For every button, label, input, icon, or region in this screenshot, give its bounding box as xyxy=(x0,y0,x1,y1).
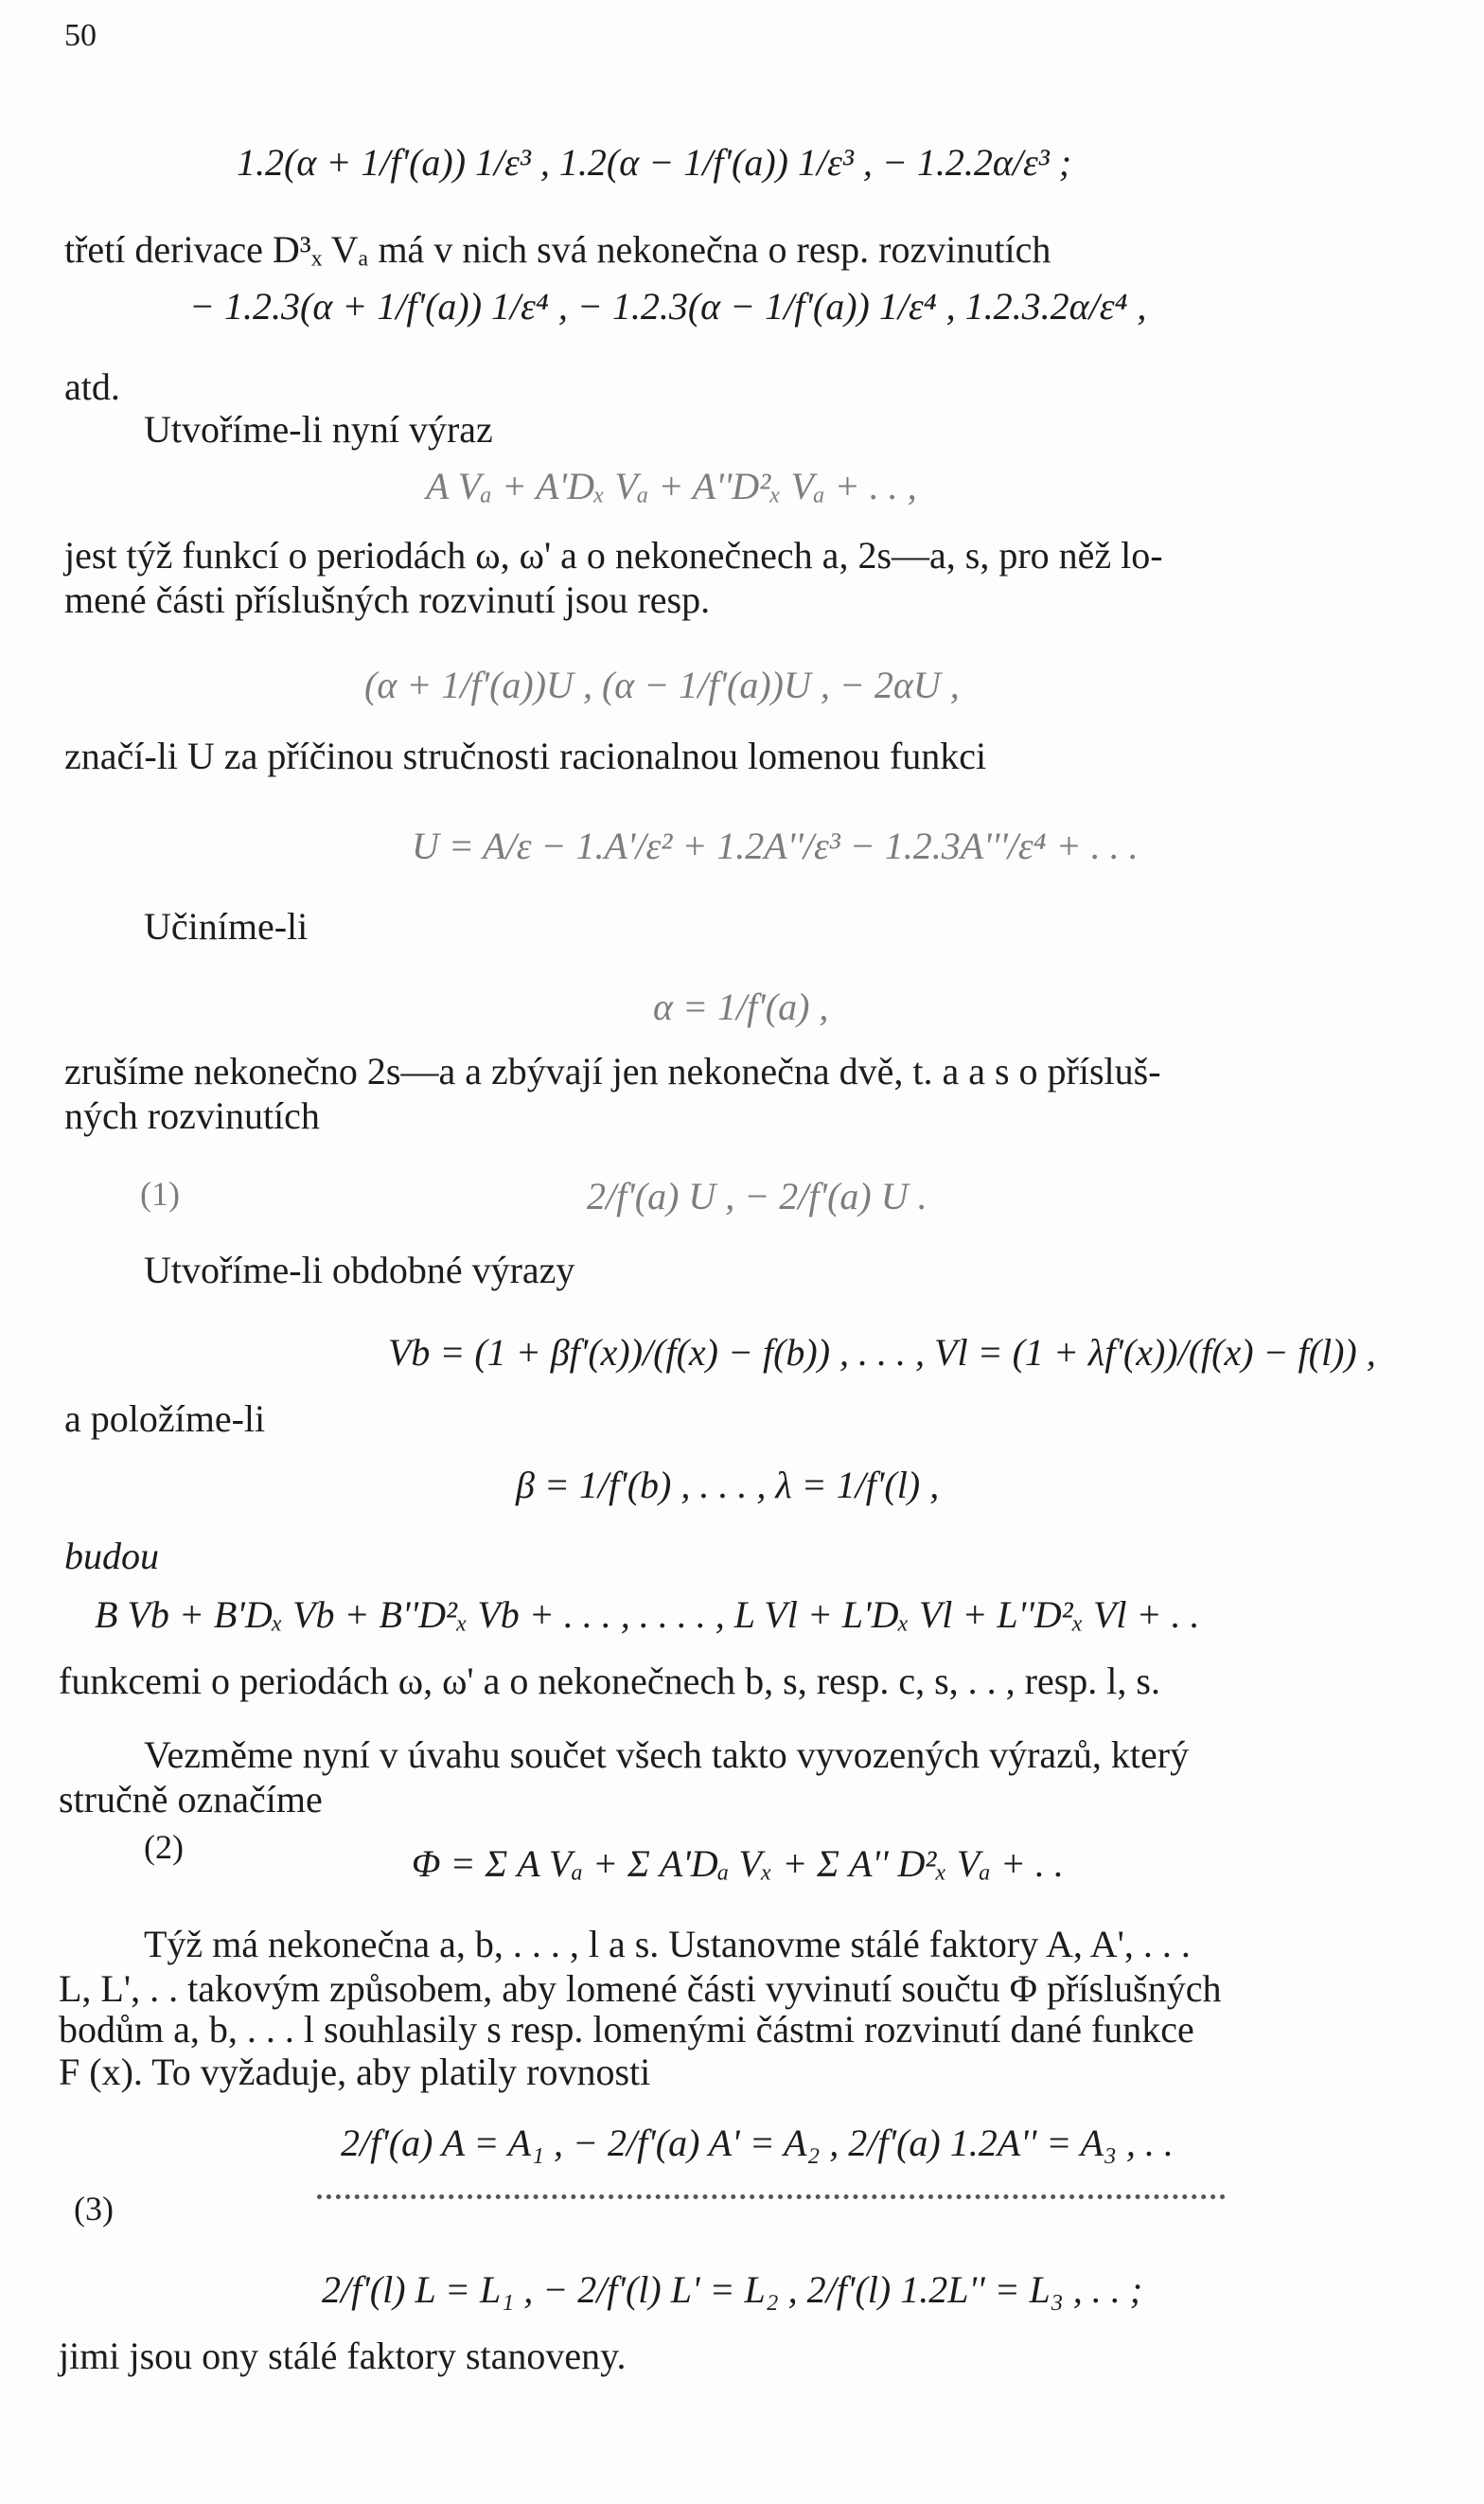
paragraph-line: Utvoříme-li obdobné výrazy xyxy=(144,1249,575,1291)
paragraph-line: a položíme-li xyxy=(64,1397,266,1440)
equation-line: Vb = (1 + βf'(x))/(f(x) − f(b)) , . . . , Vl = (1 + λf'(x))/(f(x) − f(l)) , xyxy=(388,1331,1376,1374)
paragraph-line: zrušíme nekonečno 2s—a a zbývají jen nekonečna dvě, t. a a s o přísluš- xyxy=(64,1050,1161,1092)
paragraph-line: ných rozvinutích xyxy=(64,1094,320,1137)
equation-line: 2/f'(a) U , − 2/f'(a) U . xyxy=(587,1175,928,1217)
paragraph-line: budou xyxy=(64,1535,159,1577)
equation-line: α = 1/f'(a) , xyxy=(653,986,829,1028)
ellipsis-row xyxy=(317,2194,1226,2199)
equation-line: Φ = Σ A Vₐ + Σ A'Dₐ Vₓ + Σ A'' D²ₓ Vₐ + . . xyxy=(412,1842,1064,1885)
paragraph-line: jest týž funkcí o periodách ω, ω' a o nekonečnech a, 2s—a, s, pro něž lo- xyxy=(64,534,1163,577)
equation-line: U = A/ε − 1.A'/ε² + 1.2A''/ε³ − 1.2.3A'''/ε⁴ + . . . xyxy=(412,825,1139,867)
paragraph-line: Učiníme-li xyxy=(144,905,309,948)
equation-number: (1) xyxy=(140,1175,180,1213)
equation-line: − 1.2.3(α + 1/f'(a)) 1/ε⁴ , − 1.2.3(α − 1/f'(a)) 1/ε⁴ , 1.2.3.2α/ε⁴ , xyxy=(189,285,1147,328)
paragraph-line: mené části příslušných rozvinutí jsou resp. xyxy=(64,578,711,621)
paragraph-line: jimi jsou ony stálé faktory stanoveny. xyxy=(59,2335,627,2377)
paragraph-line: Týž má nekonečna a, b, . . . , l a s. Ustanovme stálé faktory A, A', . . . xyxy=(144,1923,1191,1965)
equation-line: 2/f'(a) A = A₁ , − 2/f'(a) A' = A₂ , 2/f'(a) 1.2A'' = A₃ , . . xyxy=(341,2122,1174,2164)
paragraph-line: bodům a, b, . . . l souhlasily s resp. lomenými částmi rozvinutí dané funkce xyxy=(59,2008,1194,2051)
paragraph-line: Utvoříme-li nyní výraz xyxy=(144,408,493,451)
equation-line: B Vb + B'Dₓ Vb + B''D²ₓ Vb + . . . , . . . . , L Vl + L'Dₓ Vl + L''D²ₓ Vl + . . xyxy=(95,1593,1200,1636)
page-number: 50 xyxy=(64,18,97,53)
equation-number: (3) xyxy=(74,2190,114,2228)
paragraph-line: značí-li U za příčinou stručnosti racionalnou lomenou funkci xyxy=(64,735,987,777)
paragraph-line: Vezměme nyní v úvahu součet všech takto vyvozených výrazů, který xyxy=(144,1733,1190,1776)
paragraph-line: L, L', . . takovým způsobem, aby lomené části vyvinutí součtu Φ příslušných xyxy=(59,1967,1222,2010)
paragraph-line: třetí derivace D³ₓ Vₐ má v nich svá nekonečna o resp. rozvinutích xyxy=(64,228,1051,271)
paragraph-line: stručně označíme xyxy=(59,1778,323,1820)
equation-line: A Vₐ + A'Dₓ Vₐ + A''D²ₓ Vₐ + . . , xyxy=(426,465,917,507)
equation-line: (α + 1/f'(a))U , (α − 1/f'(a))U , − 2αU , xyxy=(364,664,960,706)
equation-number: (2) xyxy=(144,1828,184,1866)
paragraph-line: funkcemi o periodách ω, ω' a o nekonečnech b, s, resp. c, s, . . , resp. l, s. xyxy=(59,1660,1160,1702)
equation-line: β = 1/f'(b) , . . . , λ = 1/f'(l) , xyxy=(516,1464,940,1506)
equation-line: 2/f'(l) L = L₁ , − 2/f'(l) L' = L₂ , 2/f'(l) 1.2L'' = L₃ , . . ; xyxy=(322,2268,1143,2311)
equation-line: 1.2(α + 1/f'(a)) 1/ε³ , 1.2(α − 1/f'(a)) 1/ε³ , − 1.2.2α/ε³ ; xyxy=(237,141,1072,184)
paragraph-line: F (x). To vyžaduje, aby platily rovnosti xyxy=(59,2051,651,2093)
paragraph-line: atd. xyxy=(64,365,120,408)
